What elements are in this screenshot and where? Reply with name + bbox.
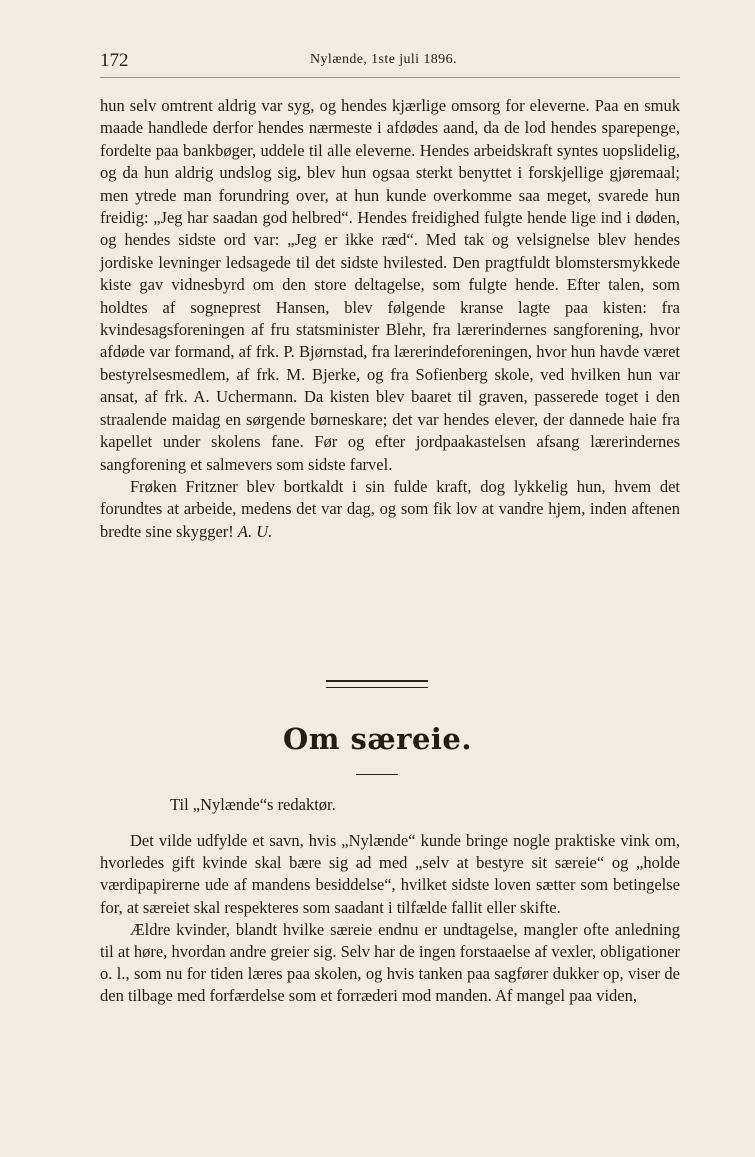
salutation: Til „Nylænde“s redaktør. (170, 795, 336, 814)
letter-paragraph-1: Det vilde udfylde et savn, hvis „Nylænde“ kunde bringe nogle praktiske vink om, hvorledes gift kvinde skal bære sig ad med „selv at bestyre sit særeie“ og „holde værdipapirerne ude af mandens besiddelse“, hvilket sidste loven sætter som betingelse for, at særeiet skal respekteres som saadant i tilfælde fallit eller skifte. (100, 831, 680, 917)
closing-paragraph (100, 476, 680, 543)
article-paragraph-1: hun selv omtrent aldrig var syg, og hendes kjærlige omsorg for eleverne. Paa en smuk maade handlede derfor hendes nærmeste i afdødes aand, da de lod hendes sparepenge, fordelte paa bankbøger, uddele til alle eleverne. Hendes arbeidskraft syntes uopslidelig, og da hun aldrig undslog sig, blev hun ogsaa sterkt benyttet i forskjellige gjøremaal; men ytrede man forundring over, at hun kunde overkomme saa meget, svarede hun freidig: „Jeg har saadan god helbred“. Hendes freidighed fulgte hende lige ind i døden, og hendes sidste ord var: „Jeg er ikke ræd“. Med tak og velsignelse blev hendes jordiske levninger ledsagede til det sidste hvilested. Den pragtfuldt blomstersmykkede kiste gav vidnesbyrd om den store deltagelse, som fulgte hende. Efter talen, som holdtes af sogneprest Hansen, blev følgende kranse lagte paa kisten: fra kvindesagsforeningen af fru statsminister Blehr, fra lærerindernes sangforening, hvor afdøde var formand, af frk. P. Bjørnstad, fra lærerindeforeningen, hvor hun havde været bestyrelsesmedlem, af frk. M. Bjerke, og fra Sofienberg skole, ved hvilken hun var ansat, af frk. A. Uchermann. Da kisten blev baaret til graven, passerede toget i den straalende maidag en sørgende børneskare; det var hendes elever, der dannede haie fra kapellet under skolens fane. Før og efter jordpaakastelsen afsang lærerindernes sangforening et salmevers som sidste farvel. (100, 96, 680, 474)
section-divider (326, 680, 428, 688)
title-rule (356, 774, 398, 775)
article-body (100, 95, 680, 543)
letter-body (100, 830, 680, 1008)
letter-paragraph-2: Ældre kvinder, blandt hvilke særeie endnu er undtagelse, mangler ofte anledning til at høre, hvordan andre greier sig. Selv har de ingen forstaaelse af vexler, obligationer o. l., som nu for tiden læres paa skolen, og hvis tanken paa sagfører dukker op, viser de den tilbage med forfærdelse som et forræderi mod manden. Af mangel paa viden, (100, 919, 680, 1006)
page-header (100, 50, 678, 74)
header-rule (100, 77, 680, 78)
running-head: Nylænde, 1ste juli 1896. (310, 52, 457, 67)
signature: A. U. (237, 521, 273, 541)
section-title: Om særeie. (283, 722, 472, 756)
article-paragraph-2: Frøken Fritzner blev bortkaldt i sin fulde kraft, dog lykkelig hun, hvem det forundtes at arbeide, medens det var dag, og som fik lov at vandre hjem, inden aftenen bredte sine skygger! A. U. (100, 476, 680, 541)
page-number: 172 (100, 50, 129, 71)
